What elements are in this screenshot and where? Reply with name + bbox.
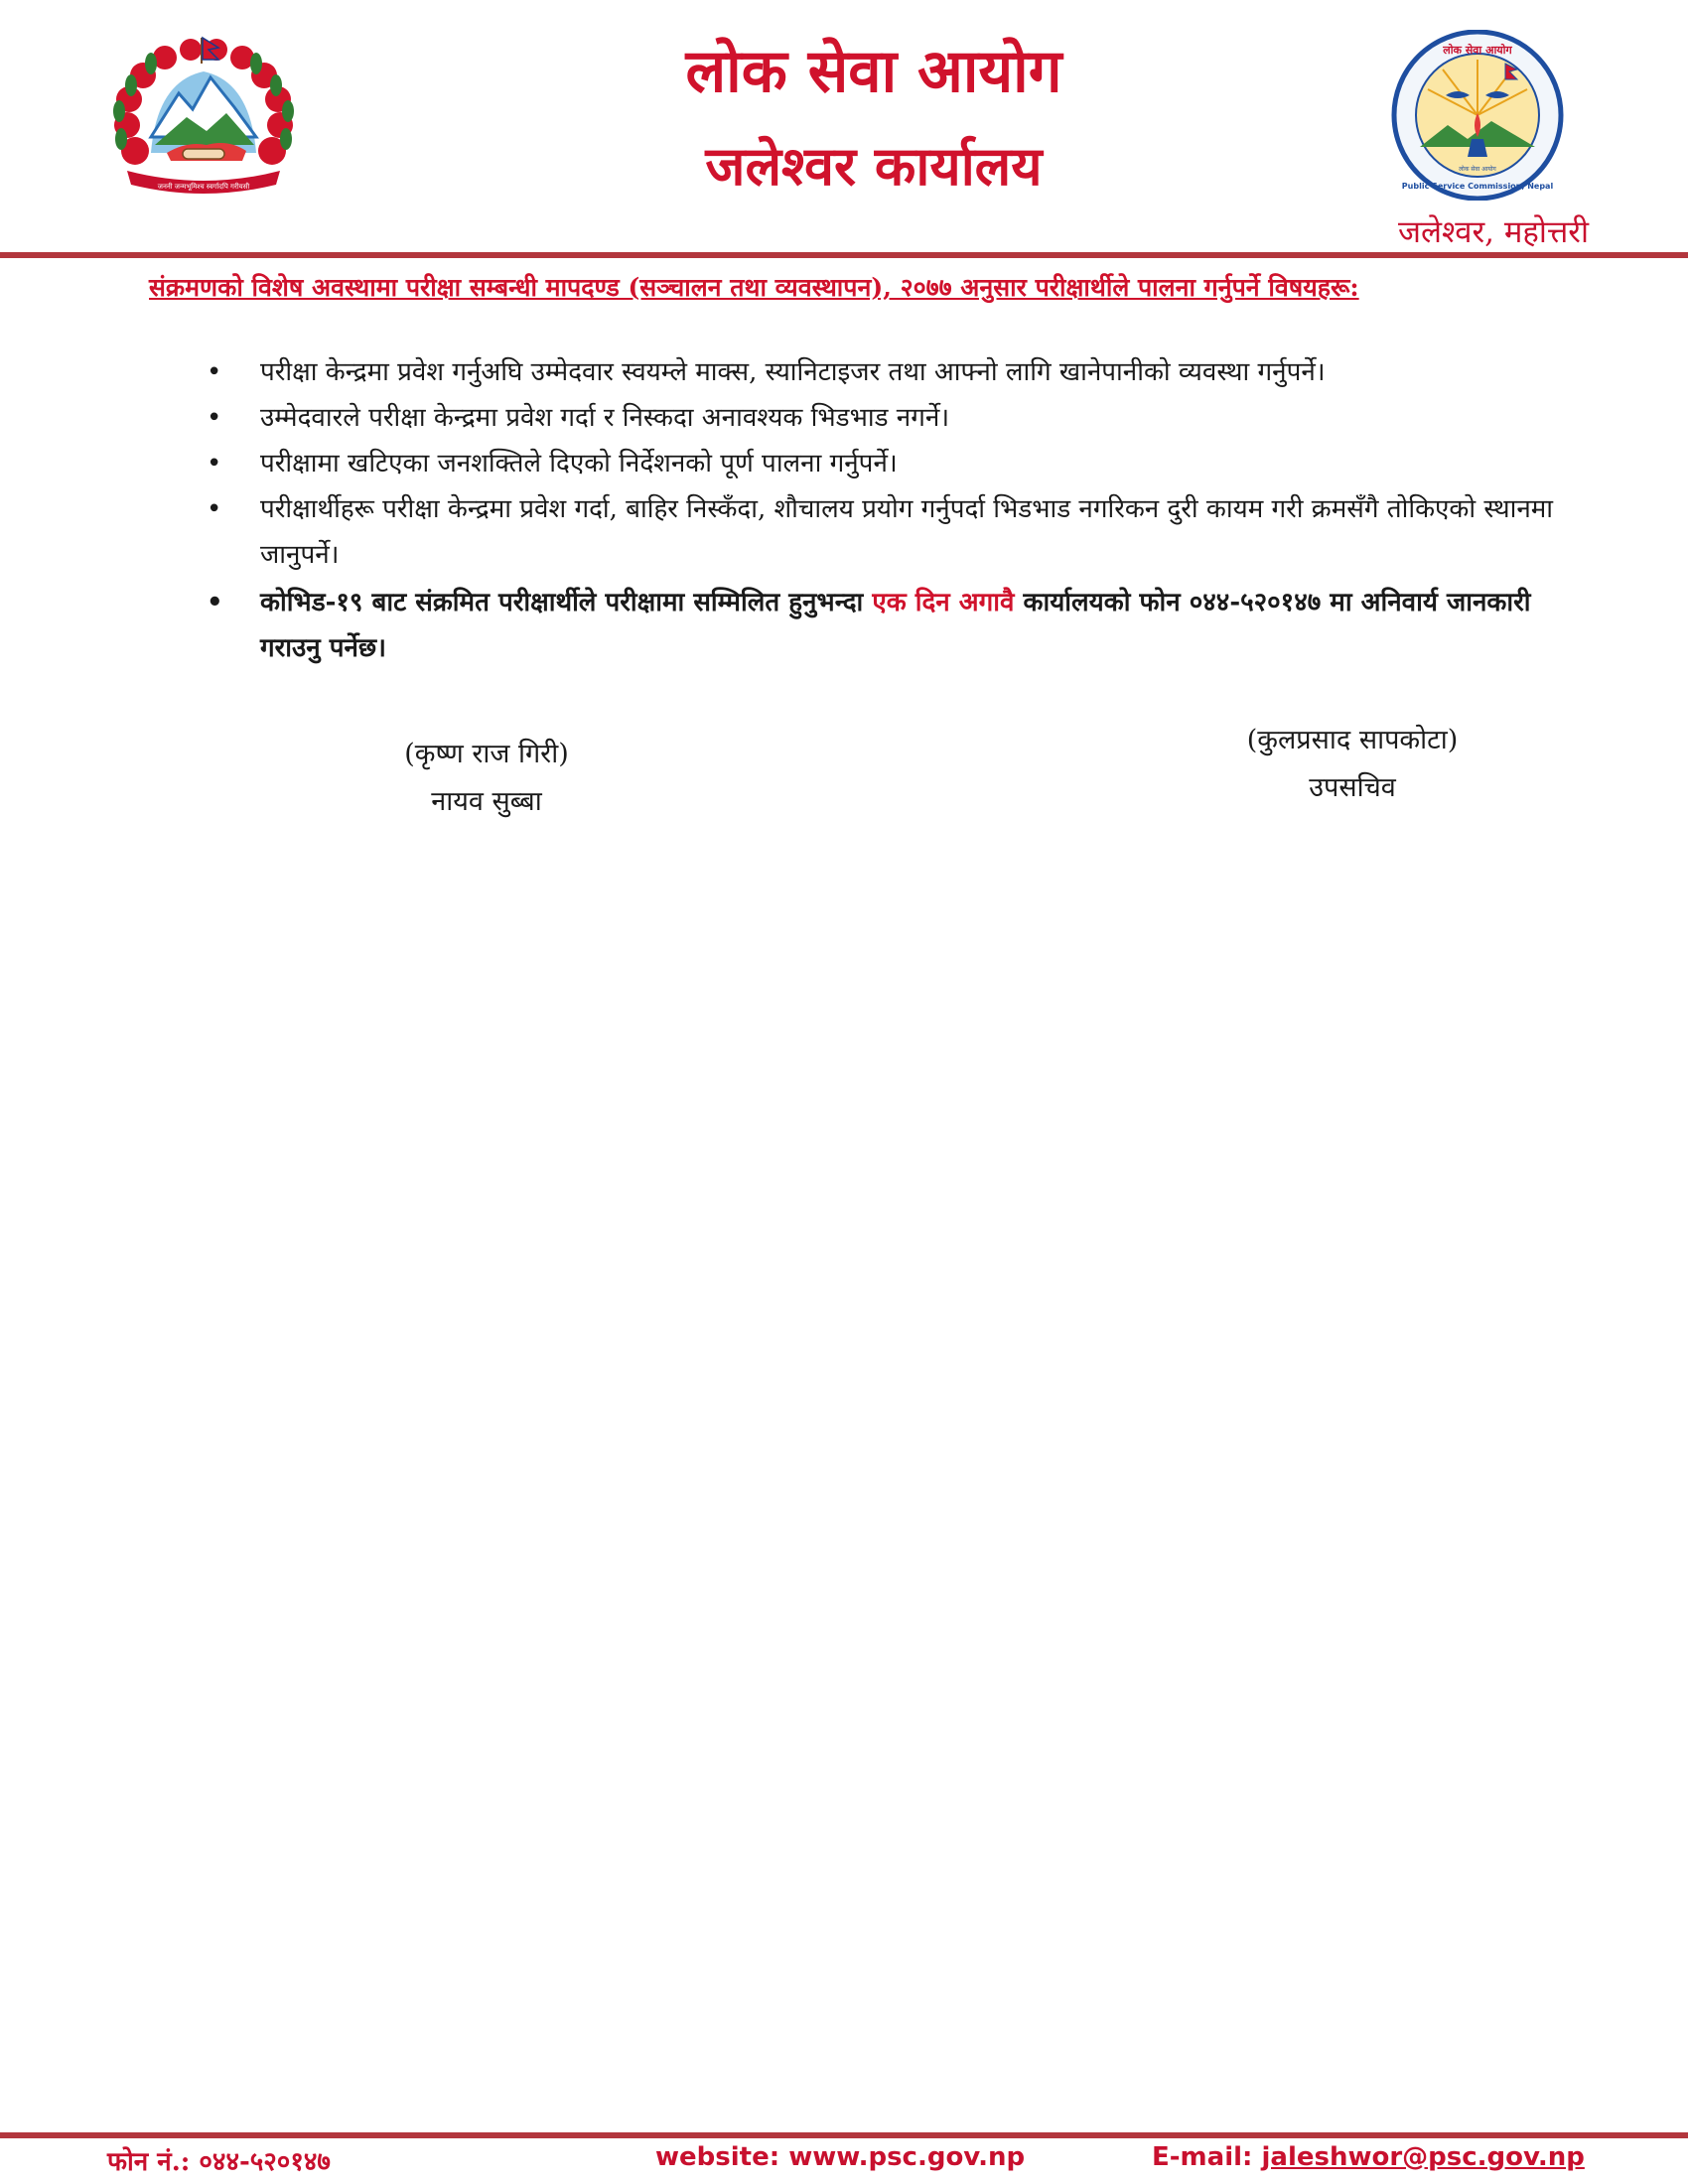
- logo-text-top: लोक सेवा आयोग: [1443, 44, 1512, 57]
- psc-logo-icon: [1388, 30, 1569, 201]
- rule-text-after: कार्यालयको फोन ०४४-५२०१४७ मा अनिवार्य जानकारी गराउनु पर्नेछ।: [260, 588, 1531, 663]
- office-title-line1: लोक सेवा आयोग: [685, 37, 1062, 106]
- list-item: [199, 486, 1589, 578]
- bullet-icon: •: [207, 588, 223, 617]
- signature-right: [1203, 717, 1501, 812]
- psc-logo: [1388, 30, 1569, 201]
- list-item: [199, 580, 1589, 671]
- signatory-title: उपसचिव: [1309, 772, 1396, 803]
- email-link[interactable]: jaleshwor@psc.gov.np: [1261, 2142, 1585, 2172]
- list-item: [199, 349, 1589, 395]
- rule-text-before: कोभिड-१९ बाट संक्रमित परीक्षार्थीले परीक्षामा सम्मिलित हुनुभन्दा: [260, 588, 873, 617]
- website-label: website:: [655, 2142, 780, 2172]
- signatory-name: (कुलप्रसाद सापकोटा): [1246, 725, 1459, 755]
- logo-text-inner: लोक सेवा आयोग: [1459, 166, 1496, 173]
- bullet-icon: •: [207, 403, 222, 433]
- list-item: [199, 395, 1589, 441]
- footer-website: [655, 2142, 1025, 2172]
- notice-subheading: संक्रमणको विशेष अवस्थामा परीक्षा सम्बन्धी मापदण्ड (सञ्चालन तथा व्यवस्थापन), २०७७ अनुसार परीक्षार्थीले पालना गर्नुपर्ने विषयहरू:: [149, 273, 1359, 302]
- emblem-motto: जननी जन्मभूमिश्च स्वर्गादपि गरीयसी: [157, 183, 250, 191]
- footer-phone: [107, 2142, 331, 2178]
- phone-label: फोन नं.:: [107, 2147, 191, 2177]
- phone-number: ०४४-५२०१४७: [199, 2147, 331, 2177]
- bullet-icon: •: [207, 357, 222, 387]
- email-label: E-mail:: [1152, 2142, 1253, 2172]
- nepal-emblem: [107, 34, 300, 203]
- coat-of-arms-icon: [107, 34, 300, 203]
- rules-list: [199, 349, 1589, 671]
- signatory-name: (कृष्ण राज गिरी): [404, 739, 569, 769]
- website-link[interactable]: www.psc.gov.np: [788, 2142, 1026, 2172]
- bullet-icon: •: [207, 449, 222, 478]
- rule-text: परीक्षार्थीहरू परीक्षा केन्द्रमा प्रवेश गर्दा, बाहिर निस्कँदा, शौचालय प्रयोग गर्नुपर्दा भिडभाड नगरिकन दुरी कायम गरी क्रमसँगै तोकिएको स्थानमा जानुपर्ने।: [260, 494, 1554, 570]
- footer-email: [1152, 2142, 1585, 2172]
- rule-text: उम्मेदवारले परीक्षा केन्द्रमा प्रवेश गर्दा र निस्कदा अनावश्यक भिडभाड नगर्ने।: [260, 403, 950, 433]
- list-item: [199, 441, 1589, 486]
- rule-text: [260, 588, 1531, 663]
- rule-text: परीक्षामा खटिएका जनशक्तिले दिएको निर्देशनको पूर्ण पालना गर्नुपर्ने।: [260, 449, 898, 478]
- signatory-title: नायव सुब्बा: [431, 786, 542, 817]
- rule-text: परीक्षा केन्द्रमा प्रवेश गर्नुअघि उम्मेदवार स्वयम्ले माक्स, स्यानिटाइजर तथा आफ्नो लागि खानेपानीको व्यवस्था गर्नुपर्ने।: [260, 357, 1326, 387]
- header-divider: [0, 252, 1688, 258]
- office-location: जलेश्वर, महोत्तरी: [1398, 214, 1589, 250]
- office-title-line2: जलेश्वर कार्यालय: [705, 134, 1043, 198]
- rule-text-highlight: एक दिन अगावै: [872, 588, 1015, 617]
- bullet-icon: •: [207, 494, 222, 524]
- signature-left: [338, 731, 635, 826]
- footer-divider: [0, 2132, 1688, 2138]
- logo-text-bottom: Public Service Commission, Nepal: [1401, 182, 1554, 191]
